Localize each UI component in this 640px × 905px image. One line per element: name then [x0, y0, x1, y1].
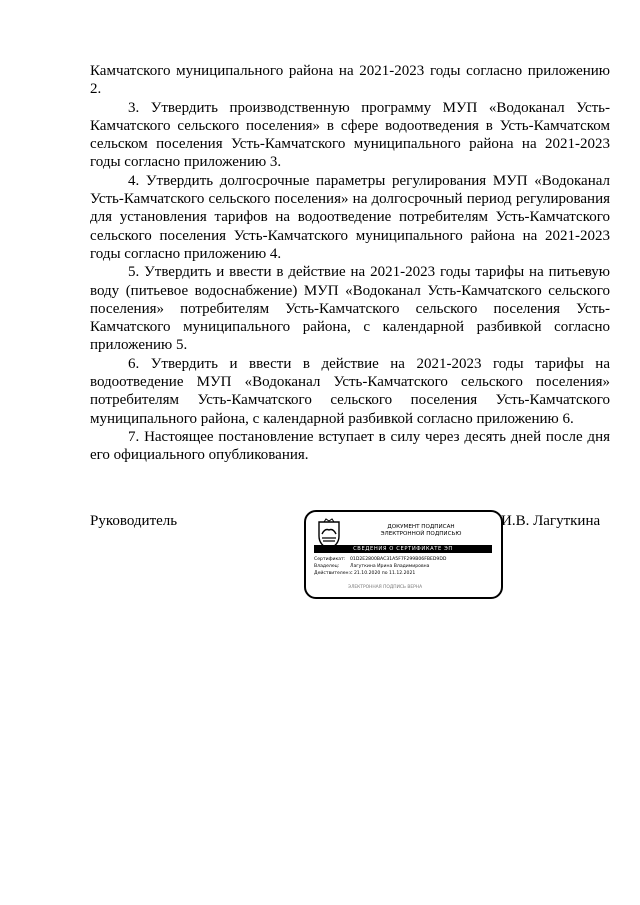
signatory-title: Руководитель	[90, 513, 178, 529]
stamp-details	[314, 556, 496, 577]
paragraph-item-5: 5. Утвердить и ввести в действие на 2021-2023 годы тарифы на питьевую воду (питьевое водоснабжение) МУП «Водоканал Усть-Камчатского сельского поселения» потребителям Усть-Камчатского сельского поселения Усть-Камчатского муниципального района, с календарной разбивкой согласно приложению 5.	[90, 264, 610, 354]
document-body	[90, 62, 610, 465]
stamp-row-certificate	[314, 556, 496, 563]
stamp-certificate-bar: СВЕДЕНИЯ О СЕРТИФИКАТЕ ЭП	[314, 545, 492, 553]
stamp-cert-value: 01D2E2800BAC31A5F7F299B06FBED9DD	[350, 557, 447, 562]
stamp-owner-value: Лагуткина Ирина Владимировна	[350, 564, 430, 569]
stamp-row-owner	[314, 563, 496, 570]
stamp-valid-value: с 21.10.2020 по 11.12.2021	[350, 571, 416, 576]
paragraph-item-7: 7. Настоящее постановление вступает в силу через десять дней после дня его официального опубликования.	[90, 428, 610, 464]
stamp-owner-label: Владелец:	[314, 564, 340, 569]
stamp-header-line1: ДОКУМЕНТ ПОДПИСАН	[387, 524, 455, 530]
paragraph-item-4: 4. Утвердить долгосрочные параметры регулирования МУП «Водоканал Усть-Камчатского сельского поселения» на долгосрочный период регулирования для установления тарифов на водоотведение потребителям Усть-Камчатского сельского поселения Усть-Камчатского муниципального района на 2021-2023 годы согласно приложению 4.	[90, 172, 610, 262]
stamp-header-line2: ЭЛЕКТРОННОЙ ПОДПИСЬЮ	[380, 531, 462, 537]
paragraph-item-3: 3. Утвердить производственную программу МУП «Водоканал Усть-Камчатского сельского поселения» в сфере водоотведения в Усть-Камчатском сельском поселения Усть-Камчатского муниципального района на 2021-2023 годы согласно приложению 3.	[90, 99, 610, 171]
stamp-valid-label: Действителен:	[314, 571, 351, 576]
paragraph-item-6: 6. Утвердить и ввести в действие на 2021-2023 годы тарифы на водоотведение МУП «Водоканал Усть-Камчатского сельского поселения» потребителям Усть-Камчатского сельского поселения Усть-Камчатского муниципального района, с календарной разбивкой согласно приложению 6.	[90, 355, 610, 427]
stamp-row-validity	[314, 570, 496, 577]
stamp-footer: ЭЛЕКТРОННАЯ ПОДПИСЬ ВЕРНА	[348, 585, 423, 590]
stamp-header	[346, 524, 496, 538]
signatory-name: И.В. Лагуткина	[501, 513, 601, 529]
electronic-signature-stamp	[304, 510, 503, 599]
stamp-cert-label: Сертификат:	[314, 557, 346, 562]
paragraph-continuation: Камчатского муниципального района на 2021-2023 годы согласно приложению 2.	[90, 63, 610, 98]
